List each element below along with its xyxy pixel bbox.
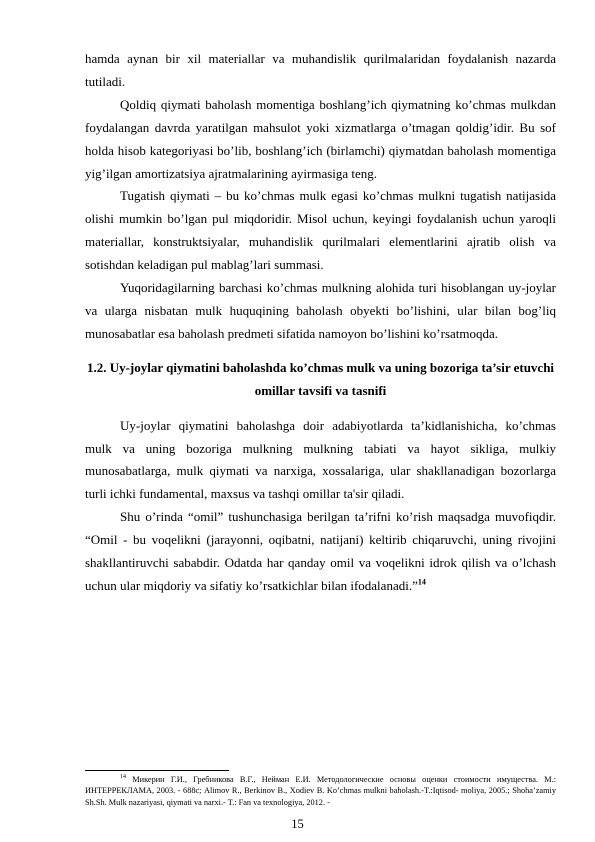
footnote-number: 14: [120, 774, 126, 781]
paragraph: Qoldiq qiymati baholash momentiga boshlang’ich qiymatning ko’chmas mulkdan foydalangan davrda yaratilgan mahsulot yoki xizmatlarga o’tmagan qoldig’idir. Bu sof holda hisob kategoriyasi bo’lib, boshlang’ich (birlamchi) qiymatdan baholash momentiga yig’ilgan amortizatsiya ajratmalarining ayirmasiga teng.: [85, 96, 556, 181]
quote-paragraph: [85, 506, 556, 598]
quote-text: Shu o’rinda “omil” tushunchasiga berilgan ta’rifni ko’rish maqsadga muvofiqdir. “Omil - bu voqelikni (jarayonni, oqibatni, natijani) keltirib chiqaruvchi, uning rivojini shakllantiruvchi sababdir. Odatda har qanday omil va voqelikni idrok qilish va o’lchash uchun ular miqdoriy va sifatiy ko’rsatkichlar bilan ifodalanadi.”: [85, 509, 556, 593]
paragraph: Tugatish qiymati – bu ko’chmas mulk egasi ko’chmas mulkni tugatish natijasida olishi mumkin bo’lgan pul miqdoridir. Misol uchun, keyingi foydalanish uchun yaroqli materiallar, konstruktsiyalar, muhandislik qurilmalari elementlarini ajratib olish va sotishdan keladigan pul mablag’lari summasi.: [85, 188, 556, 273]
bottom-paragraphs: [85, 415, 556, 507]
footnote-divider: [85, 770, 229, 771]
footnote-reference[interactable]: 14: [417, 577, 426, 587]
section-heading: 1.2. Uy-joylar qiymatini baholashda ko’chmas mulk va uning bozoriga ta’sir etuvchi omillar tavsifi va tasnifi: [86, 359, 555, 398]
paragraph: Yuqoridagilarning barchasi ko’chmas mulkning alohida turi hisoblangan uy-joylar va ularga nisbatan mulk huquqining baholash obyekti bo’lishini, ular bilan bog’liq munosabatlar esa baholash predmeti sifatida namoyon bo’lishini ko’rsatmoqda.: [85, 280, 556, 341]
footnote: [85, 774, 556, 808]
footnote-text: Микерин Г.И., Гребникова В.Г., Нейман Е.И. Методологические основы оценки стоимости имущества. М.: ИНТЕРРЕКЛАМА, 2003. - 688с; Alimov R., Berkinov B., Xodiev B. Ko’chmas mulkni baholash.-T.:Iqtisod- moliya, 2005.; Shoha’zamiy Sh.Sh. Mulk nazariyasi, qiymati va narxi.- T.: Fan va texnologiya, 2012. -: [85, 775, 556, 807]
page-body: [85, 48, 556, 598]
paragraph: Uy-joylar qiymatini baholashga doir adabiyotlarda ta’kidlanishicha, ko’chmas mulk va uning bozoriga mulkning mulkning tabiati va hayot sikliga, mulkiy munosabatlarga, mulk qiymati va narxiga, xossalariga, ular shakllanadigan bozorlarga turli ichki fundamental, maxsus va tashqi omillar ta'sir qiladi.: [85, 417, 556, 502]
paragraph: hamda aynan bir xil materiallar va muhandislik qurilmalaridan foydalanish nazarda tutiladi.: [85, 51, 556, 89]
page-number: 15: [291, 817, 304, 831]
top-paragraphs: [85, 48, 556, 346]
